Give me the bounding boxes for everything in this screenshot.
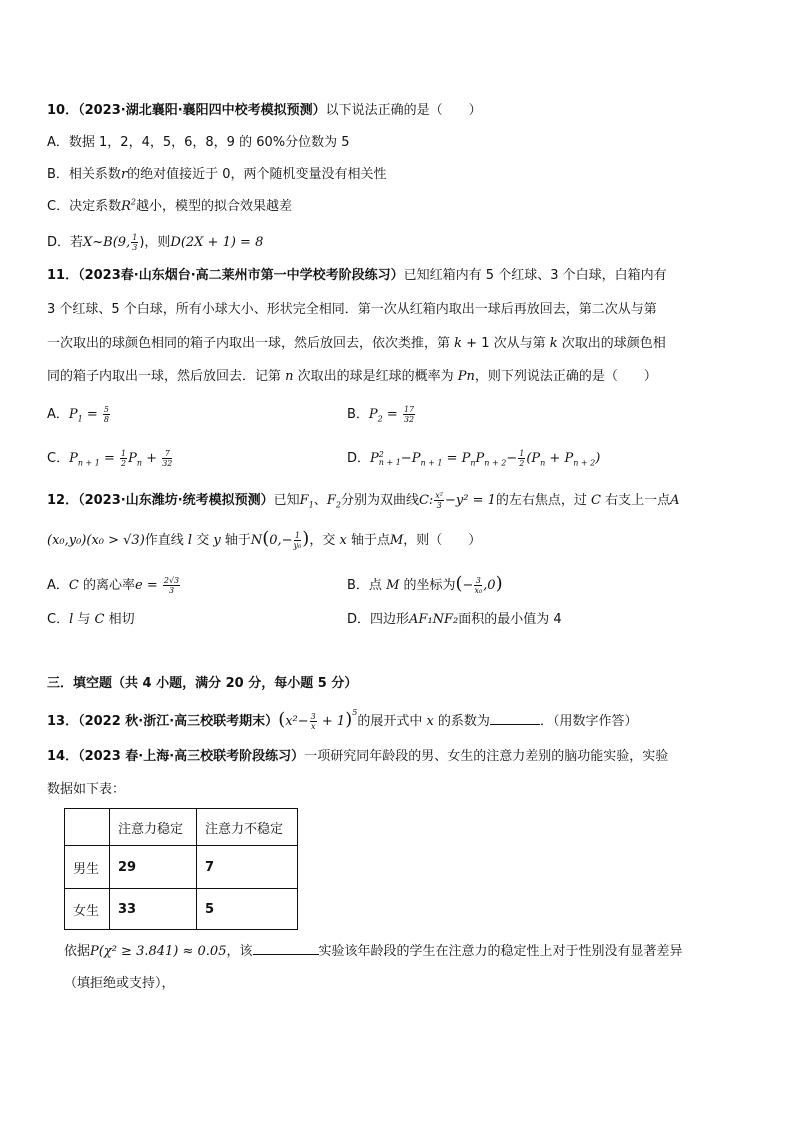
q12-stem-line2 — [47, 528, 482, 550]
math-var: N — [250, 533, 263, 548]
fraction — [474, 576, 482, 595]
q12-option-a — [47, 576, 181, 595]
table-cell: 7 — [197, 846, 298, 889]
q14-stem-line4: （填拒绝或支持）， — [64, 976, 175, 991]
math-var: P — [69, 451, 78, 466]
answer-blank[interactable] — [490, 724, 540, 725]
q12-text: 交 — [192, 533, 214, 548]
math-expr: (x₀,y₀)(x₀ > √3) — [47, 533, 145, 548]
option-label: B． — [347, 578, 369, 593]
q11-option-b — [347, 405, 416, 424]
q10-option-c — [47, 199, 292, 215]
math-expr: D(2X + 1) = 8 — [170, 235, 264, 250]
option-text: 的坐标为 — [399, 578, 456, 593]
q12-text: 右支上一点 — [600, 493, 671, 508]
option-text: 的离心率 — [78, 578, 135, 593]
data-table — [64, 808, 298, 930]
math-subscript: 2 — [335, 500, 341, 510]
option-label: C． — [47, 451, 70, 466]
option-label: C． — [47, 199, 70, 214]
table-row-label: 女生 — [65, 889, 110, 930]
fraction — [310, 712, 317, 731]
table-header-row — [65, 809, 298, 846]
math-var: l — [187, 533, 193, 548]
answer-blank[interactable] — [253, 954, 319, 955]
q14-text: 实验该年龄段的学生在注意力的稳定性上对于性别没有显著差异 — [318, 944, 683, 959]
math-expr: e = — [135, 578, 162, 593]
math-expr: C: — [418, 493, 434, 508]
math-subscript: 1 — [77, 414, 83, 424]
math-op: + — [142, 451, 162, 466]
q11-stem-line4 — [47, 369, 657, 385]
option-label: B． — [47, 167, 69, 182]
option-text: 越小，模型的拟合效果越差 — [135, 199, 292, 214]
math-expr: ) — [595, 451, 601, 466]
fraction-numerator: 2√3 — [163, 576, 180, 585]
q14-text: 依据 — [64, 944, 91, 959]
q11-text: 一次取出的球颜色相同的箱子内取出一球，然后放回去，依次类推，第 — [47, 336, 455, 351]
math-subscript: n + 1 — [378, 457, 401, 467]
option-text: 与 — [73, 612, 95, 627]
math-expr: x²− — [285, 714, 309, 729]
fraction-denominator: 2 — [519, 459, 525, 468]
q11-number: 11． — [47, 268, 79, 283]
fraction-denominator: 32 — [162, 459, 173, 468]
fraction-numerator: 7 — [162, 449, 172, 459]
fraction-numerator: x² — [435, 491, 443, 500]
q11-text: 3 个红球、5 个白球，所有小球大小、形状完全相同．第一次从红箱内取出一球后再放回去，第二次从与第 — [47, 302, 657, 317]
math-exponent: 5 — [352, 708, 358, 717]
fraction-numerator: 3 — [310, 712, 316, 721]
fraction-denominator: 32 — [403, 415, 415, 424]
paren-open: ( — [262, 528, 270, 549]
math-expr: (P — [526, 451, 541, 466]
math-var: k — [549, 336, 558, 351]
math-subscript: 1 — [308, 500, 314, 510]
table-row — [65, 846, 298, 889]
math-var: R — [121, 199, 131, 214]
math-op: = — [82, 407, 102, 422]
math-subscript: n — [540, 458, 546, 468]
q14-stem-line2: 数据如下表： — [47, 782, 126, 797]
q12-text: ，则（ ） — [403, 533, 482, 548]
q10-stem — [47, 103, 482, 119]
math-expr: AF₁NF₂ — [409, 612, 459, 627]
option-text: 相关系数 — [68, 167, 121, 182]
math-var: x — [339, 533, 347, 548]
fraction — [131, 233, 138, 252]
q14-stem-line1 — [47, 749, 668, 765]
option-label: A． — [47, 135, 69, 150]
fraction — [103, 405, 110, 424]
math-op: = — [382, 407, 402, 422]
option-label: C． — [47, 612, 70, 627]
fraction-numerator: 3 — [475, 576, 481, 585]
q11-text: + 1 次从与第 — [462, 336, 550, 351]
math-var: P — [475, 451, 485, 466]
math-var: l — [69, 612, 74, 627]
math-expr: −y² = 1 — [445, 493, 496, 508]
q13-number: 13． — [47, 714, 79, 729]
table-header-cell: 注意力不稳定 — [197, 809, 298, 846]
math-var: n — [285, 369, 294, 384]
math-op: = — [99, 451, 120, 466]
option-text: 面积的最小值为 4 — [458, 612, 562, 627]
q13-source: （2022 秋·浙江·高三校联考期末） — [78, 714, 279, 729]
math-subscript: n + 2 — [484, 458, 507, 468]
fraction — [120, 449, 127, 468]
q10-number: 10． — [47, 103, 79, 118]
math-op: = P — [442, 451, 471, 466]
math-var: r — [120, 167, 128, 182]
paren-close: ) — [302, 528, 310, 549]
math-op: − — [462, 578, 474, 593]
q13-stem — [47, 708, 638, 731]
q11-text: ，则下列说法正确的是（ ） — [474, 369, 657, 384]
q11-stem-line2 — [47, 302, 657, 318]
math-expr: 0,− — [269, 533, 293, 548]
math-subscript: n + 1 — [77, 458, 100, 468]
q12-text: ，交 — [309, 533, 340, 548]
q14-text: 一项研究同年龄段的男、女生的注意力差别的脑功能实验，实验 — [304, 749, 669, 764]
q12-text: 分别为双曲线 — [340, 493, 419, 508]
q14-source: （2023 春·上海·高三校联考阶段练习） — [78, 749, 305, 764]
math-supsub — [379, 451, 401, 467]
fraction — [162, 449, 172, 468]
option-label: B． — [347, 407, 369, 422]
option-text: 若 — [70, 235, 84, 250]
math-var: P — [128, 451, 137, 466]
math-var: C — [94, 612, 105, 627]
option-label: D． — [347, 612, 371, 627]
math-var: C — [591, 493, 601, 508]
math-var: x — [426, 714, 434, 729]
q11-text: 次取出的球颜色相 — [557, 336, 666, 351]
math-op: −P — [400, 451, 421, 466]
q11-stem-line1 — [47, 268, 667, 284]
paren-close: ) — [495, 573, 503, 594]
section-heading: 三．填空题（共 4 小题，满分 20 分，每小题 5 分） — [47, 676, 358, 691]
math-subscript: 2 — [377, 414, 383, 424]
paren-open: ( — [455, 573, 463, 594]
q12-text: 作直线 — [144, 533, 188, 548]
math-expr: X~B(9, — [83, 235, 131, 250]
math-var: F — [299, 493, 309, 508]
table-cell: 29 — [110, 846, 197, 889]
q12-option-d — [347, 612, 562, 628]
q11-text: 已知红箱内有 5 个红球、3 个白球，白箱内有 — [403, 268, 667, 283]
fraction-denominator: 3 — [436, 501, 442, 510]
fraction-numerator: 1 — [294, 531, 300, 540]
math-op: + P — [545, 451, 574, 466]
table-cell: 33 — [110, 889, 197, 930]
paren-close: ) — [345, 709, 353, 730]
q11-source: （2023春·山东烟台·高二莱州市第一中学校考阶段练习） — [78, 268, 404, 283]
q12-text: 已知 — [273, 493, 300, 508]
q11-option-a — [47, 405, 111, 424]
math-expr: P(χ² ≥ 3.841) ≈ 0.05 — [90, 944, 227, 959]
option-text: 四边形 — [370, 612, 410, 627]
fraction-numerator: 5 — [103, 405, 110, 414]
q11-text: 次取出的球是红球的概率为 — [293, 369, 458, 384]
option-label: A． — [47, 578, 69, 593]
q11-option-c — [47, 449, 173, 468]
fraction-denominator: 8 — [103, 415, 110, 424]
table-header-cell: 注意力稳定 — [110, 809, 197, 846]
option-label: A． — [47, 407, 69, 422]
math-var: P — [368, 407, 378, 422]
q12-option-c — [47, 612, 135, 628]
q12-number: 12． — [47, 493, 79, 508]
math-var: Pn — [457, 369, 475, 384]
q12-text: 、 — [313, 493, 327, 508]
fraction — [163, 576, 180, 595]
fraction-denominator: x₀ — [474, 586, 483, 595]
q13-text: ．（用数字作答） — [539, 714, 638, 729]
option-label: D． — [347, 451, 371, 466]
q12-text: 轴于 — [220, 533, 251, 548]
option-text: 的绝对值接近于 0，两个随机变量没有相关性 — [127, 167, 387, 182]
math-expr: ,0 — [483, 578, 496, 593]
option-label: D． — [47, 235, 71, 250]
fraction — [518, 449, 525, 468]
math-var: C — [68, 578, 79, 593]
q10-option-d — [47, 233, 263, 252]
fraction-numerator: 1 — [519, 449, 525, 458]
table-row-label: 男生 — [65, 846, 110, 889]
q10-question: 以下说法正确的是（ ） — [325, 103, 482, 118]
q10-source: （2023·湖北襄阳·襄阳四中校考模拟预测） — [78, 103, 326, 118]
math-op: − — [506, 451, 518, 466]
math-subscript: n + 2 — [573, 458, 596, 468]
q14-stem-line3 — [64, 944, 683, 960]
math-subscript: n + 1 — [420, 458, 443, 468]
math-subscript: n — [470, 458, 476, 468]
fraction-denominator: x — [310, 722, 316, 731]
math-var: P — [370, 451, 379, 466]
table-cell — [65, 809, 110, 846]
q13-text: 的展开式中 — [357, 714, 427, 729]
math-subscript: n — [136, 458, 143, 468]
fraction-numerator: 1 — [132, 233, 138, 242]
fraction — [294, 531, 302, 550]
q12-stem-line1 — [47, 491, 680, 510]
q10-option-a — [47, 135, 350, 151]
q14-text: ，该 — [226, 944, 253, 959]
math-var: k — [454, 336, 463, 351]
math-var: P — [68, 407, 78, 422]
fraction-numerator: 17 — [403, 405, 415, 414]
option-text: 数据 1，2，4，5，6，8，9 的 60%分位数为 5 — [68, 135, 350, 150]
table-row — [65, 889, 298, 930]
option-text: 相切 — [104, 612, 135, 627]
q12-text: 的左右焦点，过 — [495, 493, 592, 508]
math-expr: + 1 — [317, 714, 346, 729]
q11-text: 同的箱子内取出一球，然后放回去．记第 — [47, 369, 286, 384]
q12-source: （2023·山东潍坊·统考模拟预测） — [78, 493, 274, 508]
math-var: y — [213, 533, 221, 548]
q13-text: 的系数为 — [433, 714, 490, 729]
math-var: M — [386, 578, 400, 593]
fraction — [434, 491, 444, 510]
table-cell: 5 — [197, 889, 298, 930]
fraction-denominator: 2 — [121, 459, 127, 468]
q11-option-d — [347, 449, 600, 468]
option-text: 决定系数 — [69, 199, 122, 214]
fraction — [403, 405, 415, 424]
math-exponent: 2 — [378, 449, 384, 459]
option-text: )，则 — [139, 235, 171, 250]
q11-stem-line3 — [47, 336, 666, 352]
q12-text: 轴于点 — [346, 533, 390, 548]
fraction-denominator: y₀ — [293, 541, 302, 550]
math-var: A — [670, 493, 680, 508]
math-var: M — [389, 533, 404, 548]
paren-open: ( — [278, 709, 286, 730]
fraction-denominator: 3 — [132, 243, 138, 252]
math-exponent: 2 — [130, 197, 136, 207]
q14-number: 14． — [47, 749, 79, 764]
math-var: F — [326, 493, 336, 508]
option-text: 点 — [368, 578, 387, 593]
q12-option-b — [347, 573, 503, 595]
fraction-numerator: 1 — [121, 449, 127, 458]
fraction-denominator: 3 — [168, 586, 175, 595]
q10-option-b — [47, 167, 387, 183]
